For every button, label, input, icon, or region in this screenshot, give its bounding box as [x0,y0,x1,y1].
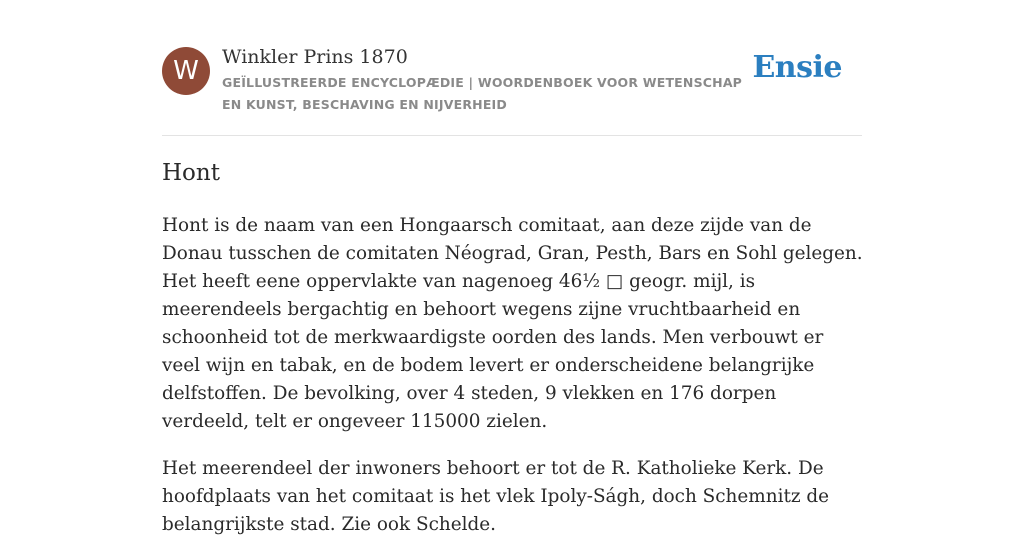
source-title[interactable]: Winkler Prins 1870 [222,46,408,68]
article-paragraph: Hont is de naam van een Hongaarsch comitaat, aan deze zijde van de Donau tusschen de comitaten Néograd, Gran, Pesth, Bars en Sohl gelegen. Het heeft eene oppervlakte van nagenoeg 46½ □ geogr. mijl, is meerendeels bergachtig en behoort wegens zijne vruchtbaarheid en schoonheid tot de merkwaardigste oorden des lands. Men verbouwt er veel wijn en tabak, en de bodem levert er onderscheidene belangrijke delfstoffen. De bevolking, over 4 steden, 9 vlekken en 176 dorpen verdeeld, telt er ongeveer 115000 zielen. [162,215,863,432]
source-avatar[interactable]: W [162,47,210,95]
source-subtitle: GEÏLLUSTREERDE ENCYCLOPÆDIE | WOORDENBOEK VOOR WETENSCHAP EN KUNST, BESCHAVING EN NIJVERHEID [222,75,743,112]
ensie-logo[interactable]: Ensie [752,50,842,85]
article-page [162,0,863,535]
article-paragraph: Het meerendeel der inwoners behoort er tot de R. Katholieke Kerk. De hoofdplaats van het comitaat is het vlek Ipoly-Ságh, doch Schemnitz de belangrijkste stad. Zie ook Schelde. [162,458,830,535]
article-headword: Hont [162,160,220,186]
article-body [162,212,864,558]
source-header [162,0,862,136]
